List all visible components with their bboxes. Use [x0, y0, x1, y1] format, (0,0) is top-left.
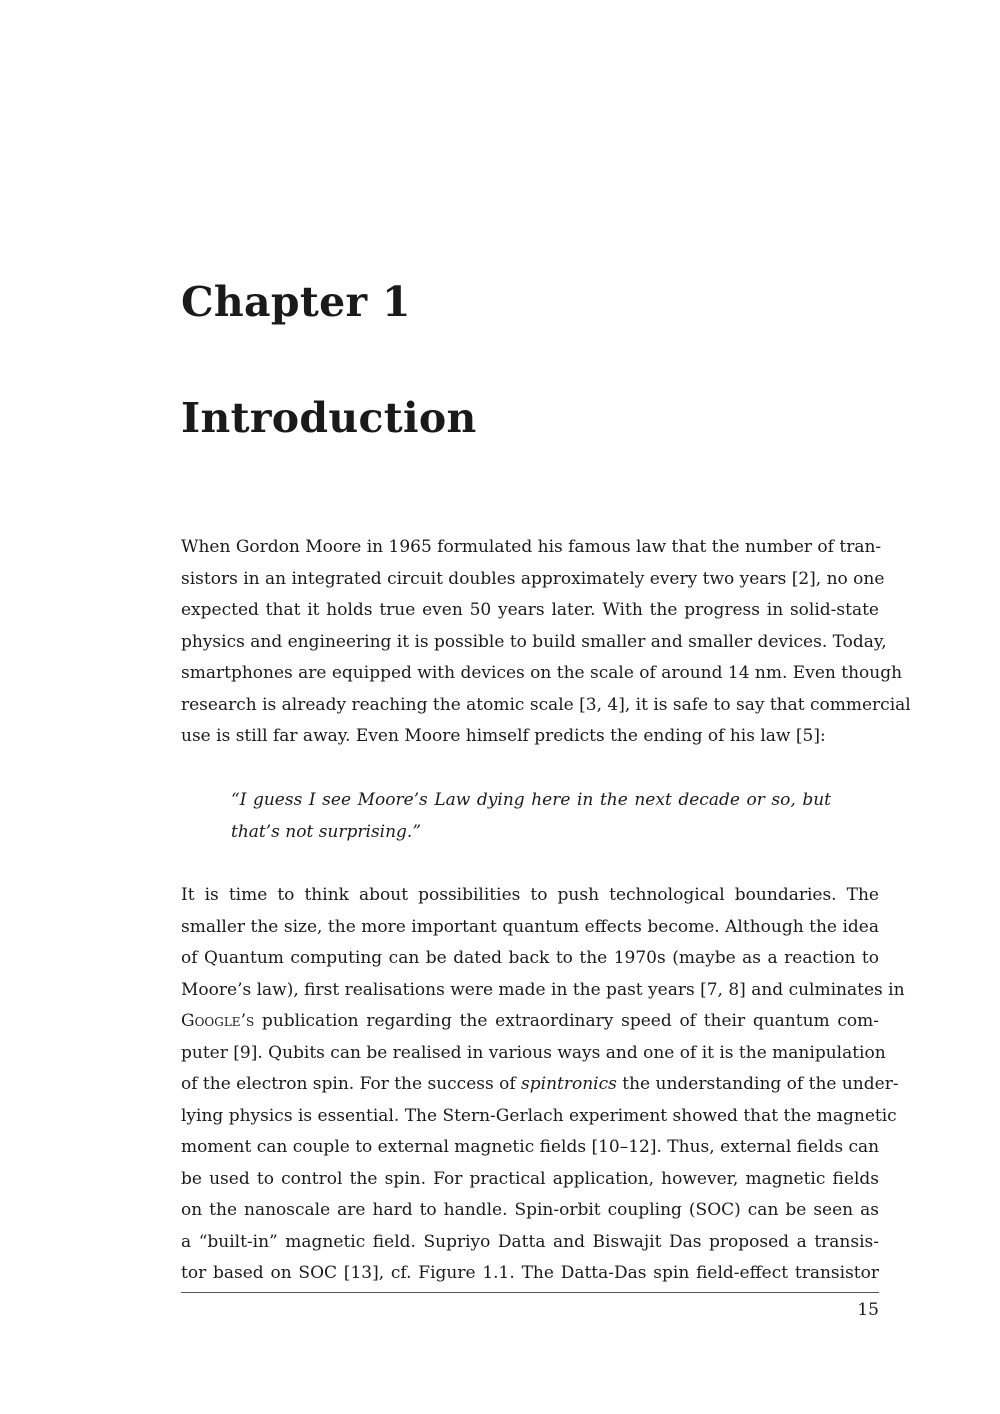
line-text: of the electron spin. For the success of	[181, 1074, 522, 1094]
paragraph-line: a “built-in” magnetic field. Supriyo Datta and Biswajit Das proposed a transis-	[181, 1231, 879, 1252]
paragraph-line: physics and engineering it is possible to build smaller and smaller devices. Today,	[181, 631, 887, 652]
emphasized-term: spintronics	[521, 1074, 617, 1094]
paragraph-line: moment can couple to external magnetic fields [10–12]. Thus, external fields can	[181, 1137, 880, 1157]
footer-rule	[181, 1292, 879, 1293]
paragraph-line	[181, 1006, 879, 1038]
paragraph-line: Moore’s law), first realisations were made in the past years [7, 8] and culminates in	[181, 979, 905, 1000]
paragraph-line: sistors in an integrated circuit doubles approximately every two years [2], no one	[181, 568, 885, 589]
line-text: publication regarding the extraordinary speed of their quantum com-	[254, 1011, 879, 1031]
block-quote	[231, 785, 831, 848]
paragraph-line: smartphones are equipped with devices on the scale of around 14 nm. Even though	[181, 663, 903, 683]
paragraph-line: use is still far away. Even Moore himself predicts the ending of his law [5]:	[181, 726, 826, 746]
paragraph-line: tor based on SOC [13], cf. Figure 1.1. The Datta-Das spin field-effect transistor	[181, 1263, 879, 1283]
chapter-label: Chapter 1	[181, 278, 411, 326]
page-number: 15	[857, 1300, 879, 1320]
paragraph-line: on the nanoscale are hard to handle. Spin-orbit coupling (SOC) can be seen as	[181, 1200, 879, 1220]
line-text: the understanding of the under-	[616, 1074, 899, 1094]
paragraph-1	[181, 532, 911, 753]
paragraph-line: research is already reaching the atomic scale [3, 4], it is safe to say that commercial	[181, 694, 911, 715]
small-caps-name: Google’s	[181, 1011, 255, 1031]
paragraph-line: expected that it holds true even 50 years later. With the progress in solid-state	[181, 600, 879, 620]
quote-line: “I guess I see Moore’s Law dying here in the next decade or so, but	[231, 790, 831, 810]
paragraph-line: lying physics is essential. The Stern-Gerlach experiment showed that the magnetic	[181, 1105, 897, 1126]
paragraph-line: When Gordon Moore in 1965 formulated his famous law that the number of tran-	[181, 537, 882, 557]
paragraph-line: puter [9]. Qubits can be realised in various ways and one of it is the manipulation	[181, 1042, 886, 1063]
paragraph-line: of Quantum computing can be dated back to the 1970s (maybe as a reaction to	[181, 948, 879, 968]
chapter-title: Introduction	[181, 394, 477, 442]
paragraph-line: be used to control the spin. For practical application, however, magnetic fields	[181, 1168, 879, 1189]
paragraph-line	[181, 1069, 899, 1101]
paragraph-2	[181, 880, 905, 1290]
quote-line: that’s not surprising.”	[231, 821, 422, 842]
paragraph-line: It is time to think about possibilities to push technological boundaries. The	[181, 885, 879, 905]
paragraph-line: smaller the size, the more important quantum effects become. Although the idea	[181, 916, 879, 937]
